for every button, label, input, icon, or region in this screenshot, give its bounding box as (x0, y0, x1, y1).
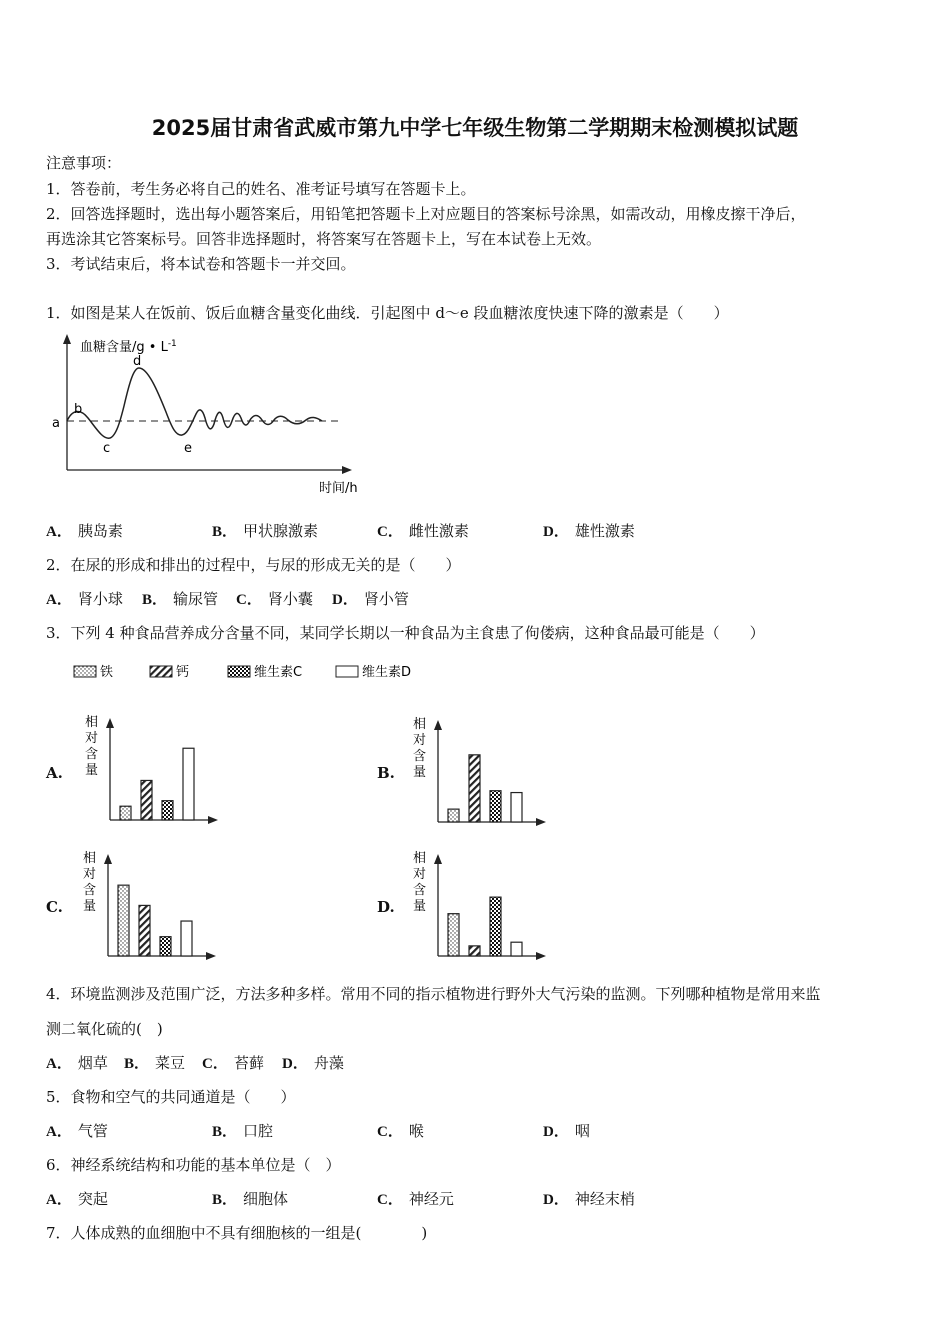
q3-chart-c (78, 846, 228, 964)
q5-option-a[interactable]: A． 气管 (46, 1122, 108, 1140)
q4-option-d[interactable]: D． 舟藻 (282, 1054, 344, 1072)
q4-option-b[interactable]: B． 菜豆 (124, 1054, 186, 1072)
bar-vitamin-c (162, 801, 173, 820)
bar-vitamin-d (183, 748, 194, 820)
y-axis-label-char: 量 (413, 765, 427, 780)
bar-iron (448, 914, 459, 956)
q3-chart-d (408, 846, 558, 964)
q6-option-b[interactable]: B． 细胞体 (212, 1190, 289, 1208)
glucose-curve (67, 368, 322, 438)
q2-option-b[interactable]: B． 输尿管 (142, 590, 219, 608)
y-axis-label-char: 量 (85, 763, 99, 778)
y-axis-label: 血糖含量/g • $L^{-1}$ (80, 339, 177, 355)
y-axis-label-char: 含 (413, 749, 427, 764)
q7-stem: 7．人体成熟的血细胞中不具有细胞核的一组是( ) (46, 1224, 428, 1242)
q3-chart-b (408, 712, 558, 830)
q2-option-a[interactable]: A． 肾小球 (46, 590, 123, 608)
q3-stem: 3．下列 4 种食品营养成分含量不同，某同学长期以一种食品为主食患了佝偻病，这种食品最可能是（ ） (46, 624, 765, 642)
blood-glucose-graph (48, 332, 368, 504)
x-axis-arrow-icon (536, 818, 546, 826)
notice-line-1: 1．答卷前，考生务必将自己的姓名、准考证号填写在答题卡上。 (46, 180, 476, 198)
x-axis-arrow-icon (206, 952, 216, 960)
q3-chart-a (80, 710, 230, 828)
page-title: 2025届甘肃省武威市第九中学七年级生物第二学期期末检测模拟试题 (151, 116, 799, 140)
legend-swatch-vitamin-c (228, 666, 250, 677)
legend-calcium: 钙 (176, 665, 190, 680)
legend-vitamin-c: 维生素C (254, 665, 303, 680)
bar-vitamin-c (490, 791, 501, 822)
bar-calcium (141, 780, 152, 820)
q3-option-a-label[interactable]: A. (46, 764, 63, 782)
x-axis-arrow-icon (208, 816, 218, 824)
y-axis-label-char: 对 (83, 867, 97, 882)
legend-swatch-iron (74, 666, 96, 677)
q4-stem-line2: 测二氧化硫的( ) (46, 1020, 163, 1038)
q1-option-a[interactable]: A． 胰岛素 (46, 522, 123, 540)
y-axis-arrow-icon (434, 854, 442, 864)
y-axis-label-char: 相 (83, 851, 97, 866)
q1-option-c[interactable]: C． 雌性激素 (377, 522, 469, 540)
y-axis-label-char: 量 (413, 899, 427, 914)
bar-iron (448, 809, 459, 822)
q1-stem: 1．如图是某人在饭前、饭后血糖含量变化曲线．引起图中 d～e 段血糖浓度快速下降的激素是（ ） (46, 304, 729, 322)
point-a-label: a (52, 416, 60, 431)
y-axis-label-char: 对 (413, 867, 427, 882)
q3-option-b-label[interactable]: B. (377, 764, 395, 782)
chart-legend (72, 660, 432, 684)
x-axis-arrow-icon (536, 952, 546, 960)
bar-calcium (469, 946, 480, 956)
bar-calcium (139, 905, 150, 956)
q4-option-a[interactable]: A． 烟草 (46, 1054, 108, 1072)
notice-line-3: 再选涂其它答案标号。回答非选择题时，将答案写在答题卡上，写在本试卷上无效。 (46, 230, 602, 248)
bar-iron (120, 806, 131, 820)
y-axis-label-char: 相 (85, 715, 99, 730)
y-axis-label-char: 相 (413, 851, 427, 866)
x-axis-arrow-icon (342, 466, 352, 474)
q5-option-d[interactable]: D． 咽 (543, 1122, 590, 1140)
x-axis-label: 时间/h (319, 481, 358, 496)
notice-line-4: 3．考试结束后，将本试卷和答题卡一并交回。 (46, 255, 356, 273)
legend-swatch-vitamin-d (336, 666, 358, 677)
y-axis-arrow-icon (104, 854, 112, 864)
y-axis-label-char: 含 (413, 883, 427, 898)
y-axis-arrow-icon (434, 720, 442, 730)
y-axis-label-char: 对 (85, 731, 99, 746)
point-b-label: b (74, 402, 83, 417)
y-axis-label-char: 相 (413, 717, 427, 732)
q4-stem-line1: 4．环境监测涉及范围广泛，方法多种多样。常用不同的指示植物进行野外大气污染的监测。下列哪种植物是常用来监 (46, 985, 821, 1003)
y-axis-arrow-icon (63, 334, 71, 344)
q2-option-d[interactable]: D． 肾小管 (332, 590, 409, 608)
q2-stem: 2．在尿的形成和排出的过程中，与尿的形成无关的是（ ） (46, 556, 461, 574)
notice-heading: 注意事项： (46, 154, 122, 172)
point-e-label: e (184, 441, 192, 456)
bar-calcium (469, 755, 480, 822)
legend-vitamin-d: 维生素D (362, 665, 412, 680)
bar-vitamin-d (181, 921, 192, 956)
bar-vitamin-d (511, 942, 522, 956)
q2-option-c[interactable]: C． 肾小囊 (236, 590, 313, 608)
q3-option-d-label[interactable]: D. (377, 898, 395, 916)
q5-option-b[interactable]: B． 口腔 (212, 1122, 274, 1140)
bar-vitamin-c (160, 937, 171, 956)
q5-stem: 5．食物和空气的共同通道是（ ） (46, 1088, 296, 1106)
point-c-label: c (103, 441, 111, 456)
q6-option-c[interactable]: C． 神经元 (377, 1190, 454, 1208)
q1-option-b[interactable]: B． 甲状腺激素 (212, 522, 319, 540)
y-axis-label-char: 量 (83, 899, 97, 914)
q6-stem: 6．神经系统结构和功能的基本单位是（ ） (46, 1156, 341, 1174)
bar-vitamin-c (490, 897, 501, 956)
q6-option-d[interactable]: D． 神经末梢 (543, 1190, 635, 1208)
bar-vitamin-d (511, 793, 522, 822)
y-axis-arrow-icon (106, 718, 114, 728)
q1-option-d[interactable]: D． 雄性激素 (543, 522, 635, 540)
y-axis-label-char: 含 (83, 883, 97, 898)
y-axis-label-char: 对 (413, 733, 427, 748)
y-axis-label-char: 含 (85, 747, 99, 762)
q4-option-c[interactable]: C． 苔藓 (202, 1054, 264, 1072)
point-d-label: d (133, 354, 142, 369)
q5-option-c[interactable]: C． 喉 (377, 1122, 424, 1140)
legend-swatch-calcium (150, 666, 172, 677)
q3-option-c-label[interactable]: C. (46, 898, 63, 916)
q6-option-a[interactable]: A． 突起 (46, 1190, 108, 1208)
bar-iron (118, 885, 129, 956)
legend-iron: 铁 (100, 665, 114, 680)
notice-line-2: 2．回答选择题时，选出每小题答案后，用铅笔把答题卡上对应题目的答案标号涂黑，如需改动，用橡皮擦干净后， (46, 205, 806, 223)
